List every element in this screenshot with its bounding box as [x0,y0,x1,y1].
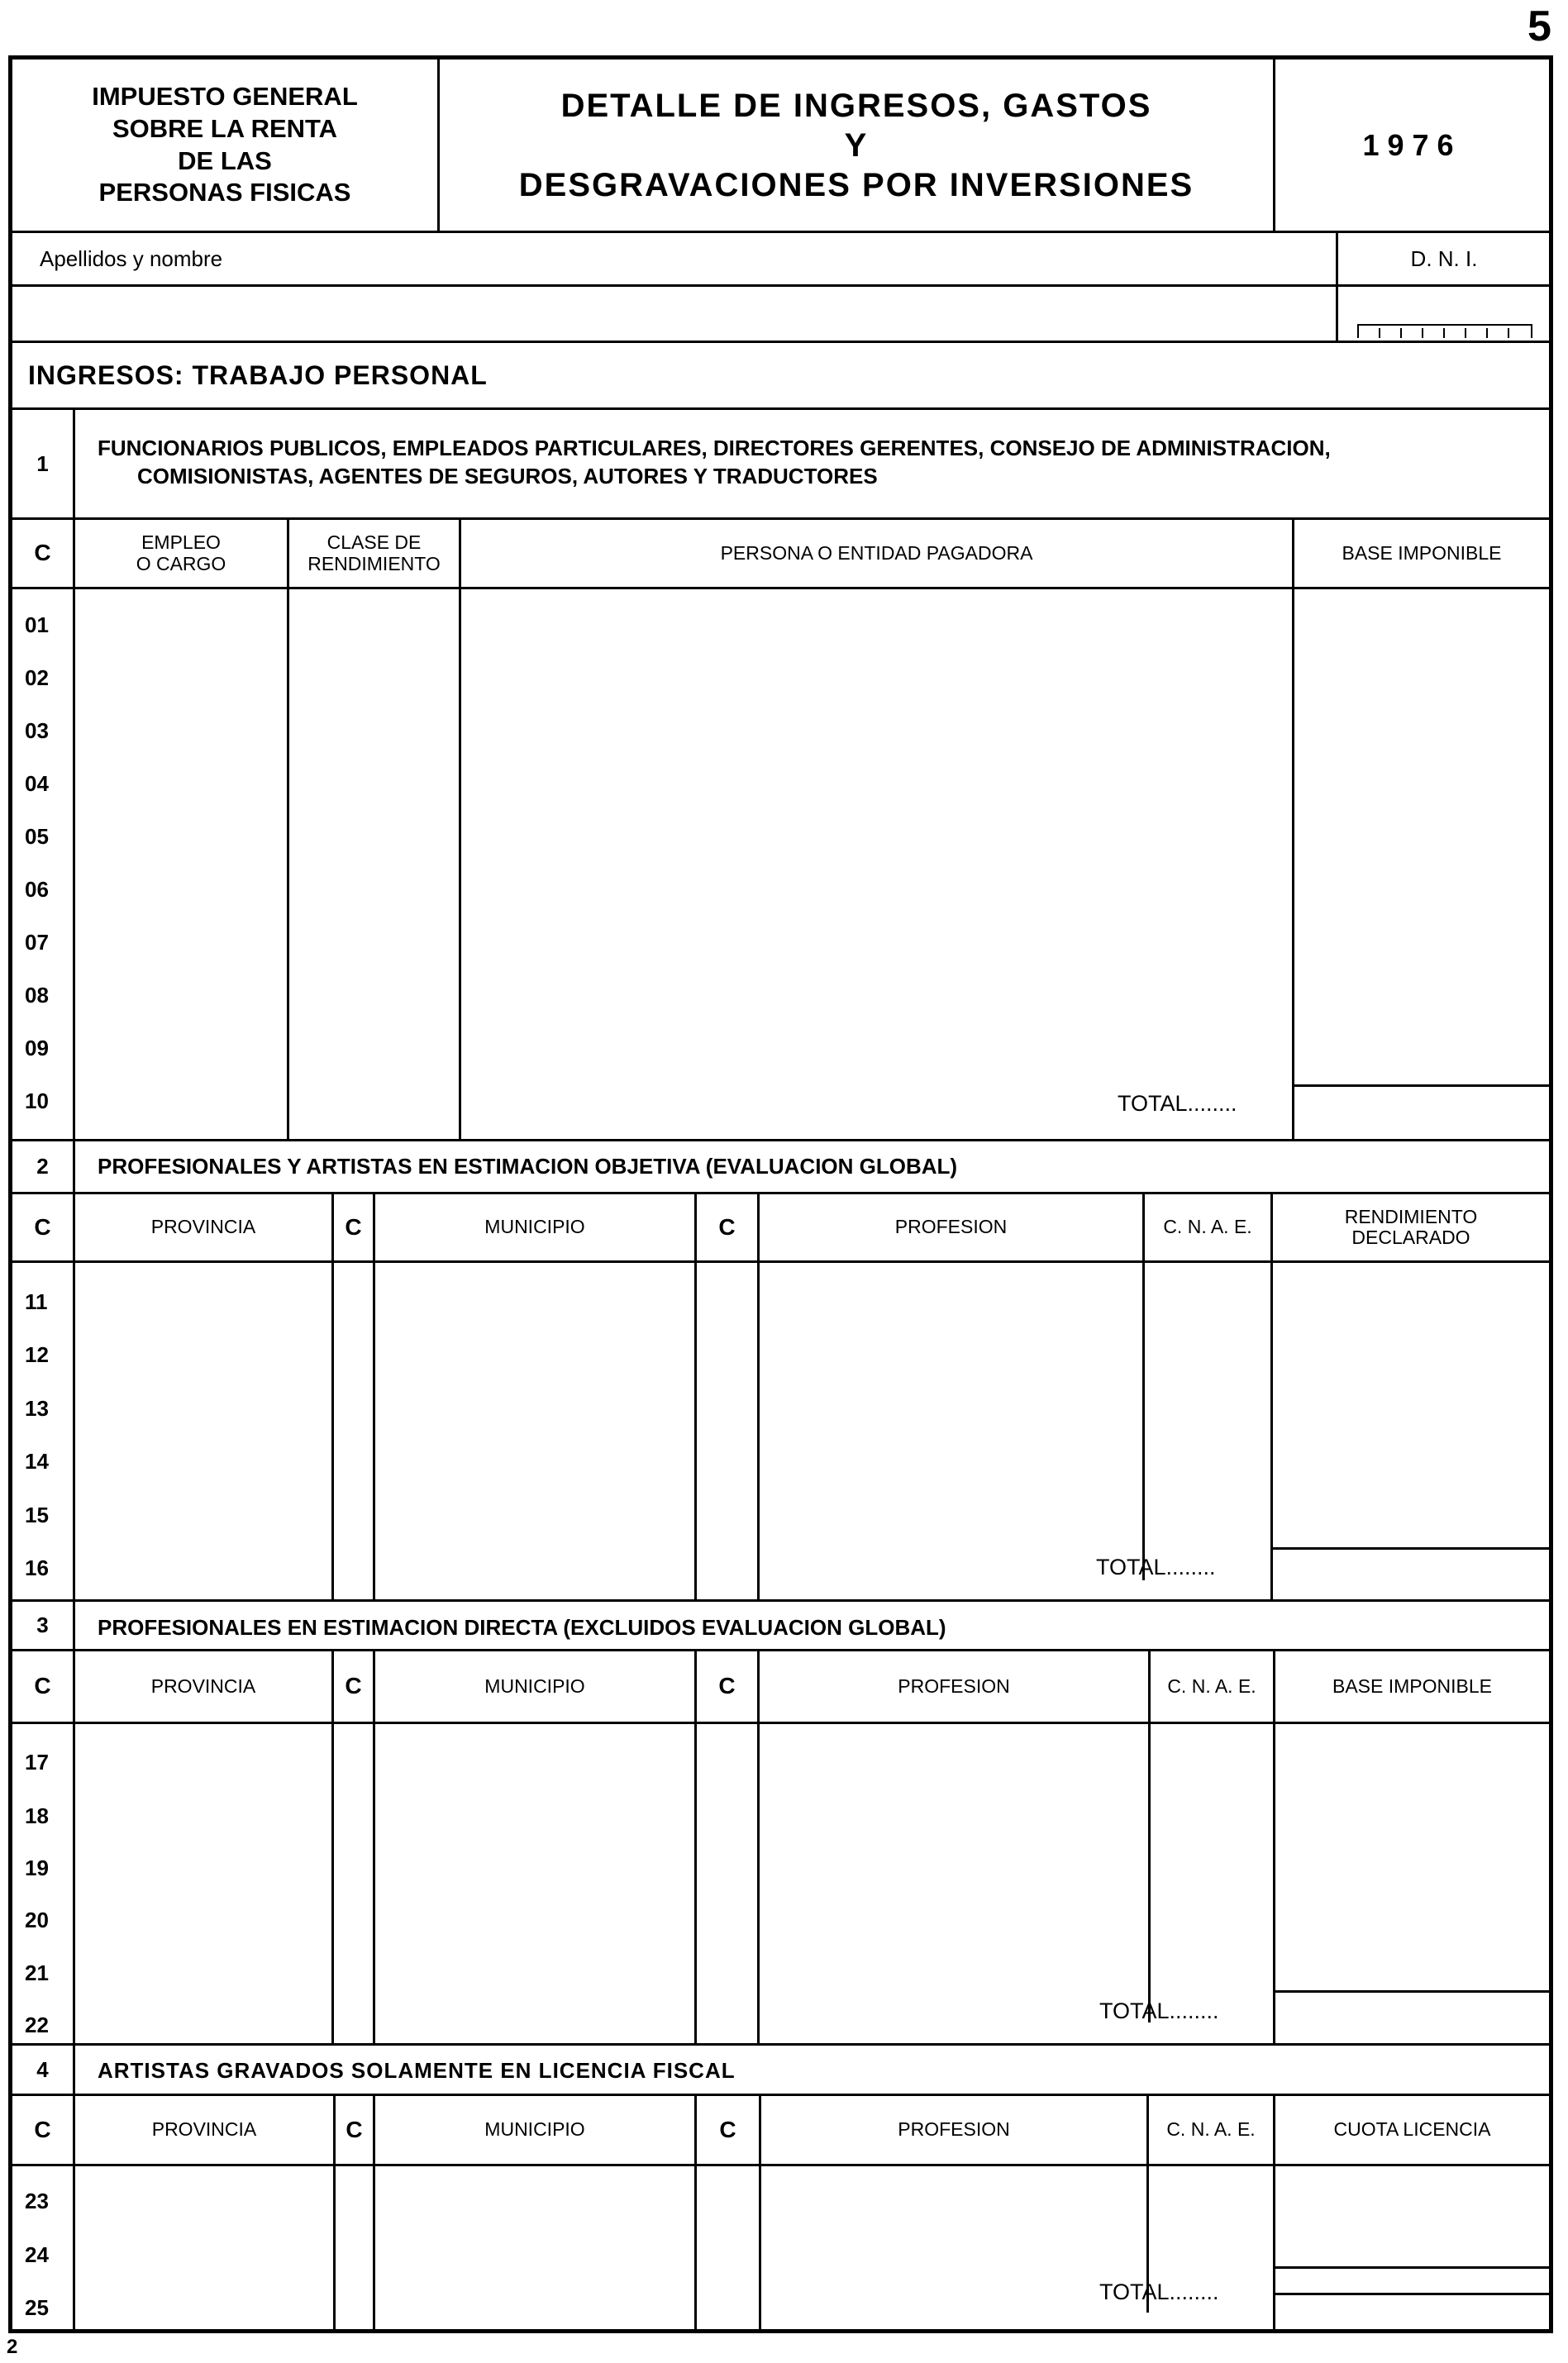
section-1-number: 1 [36,450,49,476]
total-field[interactable] [1275,1994,1549,2041]
row-number: 02 [25,665,49,690]
row-number: 19 [25,1856,49,1880]
section-1-title: FUNCIONARIOS PUBLICOS, EMPLEADOS PARTICULARES, DIRECTORES GERENTES, CONSEJO DE ADMINISTRACION, [98,436,1331,460]
total-field[interactable] [1275,2296,1549,2329]
col-header-base: BASE IMPONIBLE [1342,541,1502,564]
col-header-c: C [34,1673,51,1699]
name-label: Apellidos y nombre [40,246,223,271]
dni-field[interactable] [1338,287,1550,340]
name-field[interactable] [12,287,1335,340]
col-header-cuota: CUOTA LICENCIA [1333,2118,1491,2141]
row-number: 04 [25,771,49,796]
form-title-line: DESGRAVACIONES POR INVERSIONES [518,166,1194,203]
col-header-provincia: PROVINCIA [150,1216,256,1238]
total-field[interactable] [1294,1088,1549,1137]
col-header-clase: CLASE DE RENDIMIENTO [307,531,441,574]
col-header-municipio: MUNICIPIO [484,2118,585,2141]
tax-name-line: DE LAS [178,145,272,175]
row-number: 16 [25,1555,49,1580]
tax-name-line: IMPUESTO GENERAL [92,82,358,111]
col-header-empleo: EMPLEO O CARGO [136,531,226,574]
col-header-c: C [34,540,51,566]
total-field[interactable] [1273,1551,1549,1598]
col-header-municipio: MUNICIPIO [484,1216,585,1238]
row-number: 08 [25,983,49,1008]
row-number: 14 [25,1449,49,1474]
col-header-pagadora: PERSONA O ENTIDAD PAGADORA [720,541,1033,564]
tax-name-line: SOBRE LA RENTA [112,113,338,143]
col-header-c: C [34,2116,51,2142]
section-3-number: 3 [36,1613,49,1638]
row-number: 13 [25,1396,49,1421]
tax-name-line: PERSONAS FISICAS [98,178,351,207]
section-2-title: PROFESIONALES Y ARTISTAS EN ESTIMACION OBJETIVA (EVALUACION GLOBAL) [98,1154,958,1179]
row-number: 17 [25,1750,49,1775]
col-header-profesion: PROFESION [894,1216,1008,1238]
col-header-c: C [718,1673,736,1699]
page-number: 5 [1527,2,1551,50]
col-header-municipio: MUNICIPIO [484,1675,585,1697]
row-number: 18 [25,1803,49,1828]
section-4-number: 4 [36,2056,49,2082]
col-header-c: C [34,1213,51,1240]
row-number: 23 [25,2189,49,2213]
col-header-base: BASE IMPONIBLE [1332,1675,1492,1697]
col-header-c: C [718,1213,736,1240]
row-number: 25 [25,2295,49,2320]
row-number: 01 [25,612,49,637]
col-header-profesion: PROFESION [898,2118,1010,2141]
row-number: 24 [25,2242,49,2267]
section-title: INGRESOS: TRABAJO PERSONAL [28,360,488,390]
total-label: TOTAL........ [1099,2280,1219,2304]
dni-label: D. N. I. [1410,245,1478,271]
col-header-c: C [345,1673,362,1699]
total-label: TOTAL........ [1096,1555,1216,1579]
row-number: 11 [25,1289,48,1314]
row-number: 15 [25,1503,49,1527]
tax-name-block [12,60,437,231]
col-header-cnae: C. N. A. E. [1163,1216,1252,1238]
form-year: 1976 [1362,127,1462,162]
col-header-cnae: C. N. A. E. [1166,2118,1256,2141]
row-number: 05 [25,824,49,849]
col-header-c: C [345,1213,362,1240]
row-number: 06 [25,877,49,902]
row-number: 12 [25,1342,49,1367]
footer-page-number: 2 [7,2336,18,2358]
col-header-profesion: PROFESION [898,1675,1010,1697]
form-title-line: DETALLE DE INGRESOS, GASTOS [560,87,1152,124]
row-number: 22 [25,2013,49,2037]
row-number: 20 [25,1908,49,1932]
form-title-line: Y [844,126,869,164]
section-1-title: COMISIONISTAS, AGENTES DE SEGUROS, AUTORES Y TRADUCTORES [137,464,878,488]
col-header-cnae: C. N. A. E. [1167,1675,1256,1697]
col-header-provincia: PROVINCIA [151,2118,257,2141]
form-title [440,60,1273,231]
col-header-rendimiento: RENDIMIENTO DECLARADO [1344,1205,1478,1248]
section-4-title: ARTISTAS GRAVADOS SOLAMENTE EN LICENCIA FISCAL [98,2058,736,2083]
row-number: 07 [25,930,49,955]
row-number: 03 [25,718,49,743]
row-number: 09 [25,1036,49,1060]
section-3-title: PROFESIONALES EN ESTIMACION DIRECTA (EXCLUIDOS EVALUACION GLOBAL) [98,1615,946,1640]
section-2-number: 2 [36,1154,49,1179]
col-header-provincia: PROVINCIA [150,1675,256,1697]
row-number: 21 [25,1960,49,1985]
row-number: 10 [25,1089,49,1113]
total-label: TOTAL........ [1099,1999,1219,2023]
col-header-c: C [719,2116,736,2142]
col-header-c: C [346,2116,363,2142]
total-label: TOTAL........ [1118,1091,1237,1116]
dni-digit-boxes [1338,287,1550,340]
